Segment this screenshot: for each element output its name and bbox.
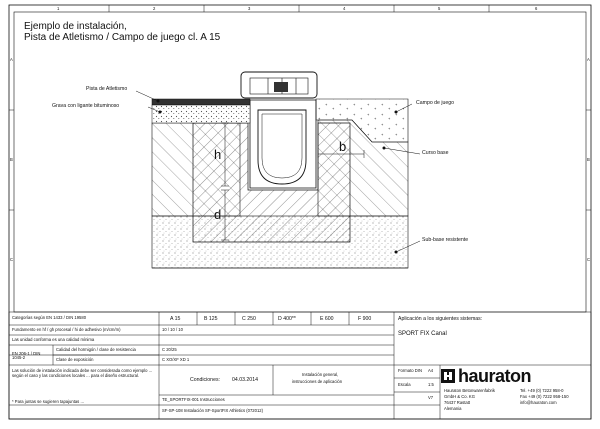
- tb-doc-ref2: SF-SP-108 Instalación SF-SportFIX Athletics (072012): [162, 408, 264, 413]
- tb-row4b-value: C XO/XF XD 1: [162, 357, 190, 362]
- channel-invert: [258, 110, 306, 184]
- brand-name: hauraton: [458, 366, 532, 386]
- tb-row4a-label: EN 206-1 / DIN 1045-2: [12, 351, 41, 361]
- class-b125: B 125: [204, 316, 218, 322]
- tb-format-label: Formato DIN: [398, 368, 422, 373]
- tel-line-2: Fax +49 (0) 7222 958-150: [520, 394, 569, 399]
- tb-footnote: * Para juntas se sugieren tapajuntas ...: [12, 399, 84, 404]
- col-marker-1: 1: [57, 6, 60, 11]
- tb-load-class-label: Categorías según EN 1433 / DIN 19580: [12, 315, 87, 320]
- tb-general-label-1: Instalación general,: [302, 372, 339, 377]
- tb-format-value: A4: [428, 368, 434, 373]
- tb-system-label: Aplicación a los siguientes sistemas:: [398, 316, 483, 322]
- dim-h: h: [214, 147, 222, 162]
- company-line-2: GmbH & Co. KG: [444, 394, 475, 399]
- class-e600: E 600: [320, 316, 334, 322]
- leader-dot-track: [157, 100, 160, 103]
- leader-dot-subbase: [395, 251, 398, 254]
- company-line-3: 76437 Rastatt: [444, 400, 471, 405]
- tel-line-1: Tel. +49 (0) 7222 958-0: [520, 388, 564, 393]
- company-line-1: Hauraton Betonwarenfabrik: [444, 388, 495, 393]
- row-marker-a-right: A: [587, 57, 590, 62]
- company-line-4: Alemania: [444, 406, 462, 411]
- leader-dot-gravel: [159, 111, 162, 114]
- tb-row2-label: Fundamento en hf / gh procesal / hi de adhesivo (m/cm/m): [12, 327, 121, 332]
- row-marker-c: C: [10, 257, 14, 262]
- label-base-course: Curso base: [422, 150, 449, 156]
- label-playing-field: Campo de juego: [416, 100, 455, 106]
- tb-row4a-sub: Calidad del hormigón / clase de resistencia: [56, 347, 136, 352]
- tb-row3-label: Las unidad conforma es una calidad mínima: [12, 337, 95, 342]
- col-marker-5: 5: [438, 6, 441, 11]
- tb-system-name: SPORT FIX Canal: [398, 331, 447, 337]
- dim-b: b: [339, 139, 347, 154]
- label-sub-base: Sub-base resistente: [422, 237, 469, 243]
- col-marker-6: 6: [535, 6, 538, 11]
- drawing-title-line2: Pista de Atletismo / Campo de juego cl. A 15: [24, 32, 221, 43]
- tb-scale-value: 1:5: [428, 382, 434, 387]
- cross-section: [136, 72, 420, 268]
- col-marker-2: 2: [153, 6, 156, 11]
- dim-d: d: [214, 207, 222, 222]
- class-d400: D 400**: [278, 316, 296, 322]
- tb-conditions-date: 04.03.2014: [232, 377, 258, 383]
- row-marker-a: A: [10, 57, 13, 62]
- tb-scale-label: Escala: [398, 382, 411, 387]
- tb-notes: Las solución de instalación indicada debe ser considerada como ejemplo ... según el caso y las condiciones locales ... para el diseño estructural.: [12, 368, 153, 379]
- tb-row2-value: 10 / 10 / 10: [162, 327, 183, 332]
- tb-version-value: V7: [428, 395, 434, 400]
- tb-general-label-2: instrucciones de aplicación: [292, 379, 343, 384]
- row-marker-b: B: [10, 157, 13, 162]
- label-athletics-track: Pista de Atletismo: [86, 86, 128, 92]
- tb-row4a-value: C 20/25: [162, 347, 177, 352]
- track-surface: [152, 99, 250, 105]
- col-marker-3: 3: [248, 6, 251, 11]
- column-dividers: [109, 5, 489, 12]
- hauraton-logo: [441, 369, 455, 383]
- tel-line-3: info@hauraton.com: [520, 400, 557, 405]
- class-c250: C 250: [242, 316, 256, 322]
- class-f900: F 900: [358, 316, 372, 322]
- drawing-title-line1: Ejemplo de instalación,: [24, 21, 127, 32]
- tb-doc-ref: TE_SPORTFIX-001 Instrucciones: [162, 397, 225, 402]
- row-marker-b-right: B: [587, 157, 590, 162]
- tb-row4b-sub: Clase de exposición: [56, 357, 94, 362]
- tb-conditions-label: Condiciones:: [190, 377, 220, 383]
- row-marker-c-right: C: [587, 257, 591, 262]
- col-marker-4: 4: [343, 6, 346, 11]
- leader-dot-base: [383, 147, 386, 150]
- gravel-bitumen-layer: [152, 105, 250, 123]
- leader-dot-field: [395, 111, 398, 114]
- label-gravel-bitumen: Grava con ligante bituminoso: [52, 103, 120, 109]
- grate-fastener: [274, 82, 288, 92]
- class-a15: A 15: [170, 316, 181, 322]
